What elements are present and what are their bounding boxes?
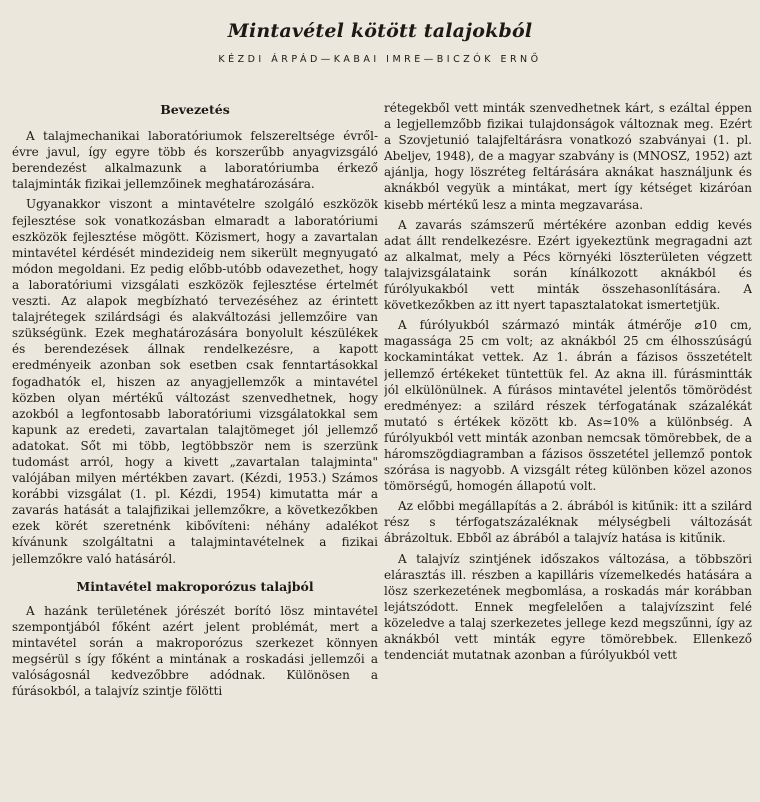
section-heading-macroporous: Mintavétel makroporózus talajból [76, 578, 314, 594]
article-authors: KÉZDI ÁRPÁD—KABAI IMRE—BICZÓK ERNŐ [218, 54, 542, 65]
article-title: Mintavétel kötött talajokból [227, 20, 533, 42]
paragraph: Az előbbi megállapítás a 2. ábrából is kitűnik: itt a szilárd rész s térfogatszázaléknak mélységbeli változását ábrázoltuk. Ebből az ábrából a talajvíz hatása is kitűnik. [384, 499, 752, 546]
section-heading-introduction: Bevezetés [160, 102, 230, 117]
left-column [12, 102, 378, 802]
paragraph: A fúrólyukból származó minták átmérője ⌀10 cm, magassága 25 cm volt; az aknákból 25 cm élhosszúságú kockamintákat vettek. Az 1. ábrán a fázisos összetételt jellemző értékeket tüntettük fel. Az akna ill. fúrásmintták jól elkülönülnek. A fúrásos mintavétel jelentős tömörödést eredményez: a szilárd részek térfogatának százalékát mutató s értékek között kb. As≃10% a különbség. A fúrólyukból vett minták azonban nemcsak tömörebbek, de a háromszögdiagramban a fázisos összetétel jellemző pontok szórása is nagyobb. A vizsgált réteg különben közel azonos tömörségű, homogén állapotú volt. [384, 318, 752, 494]
right-column [384, 100, 752, 800]
paragraph: A talajvíz szintjének időszakos változása, a többszöri elárasztás ill. részben a kapilláris vízemelkedés hatására a lösz szerkezetének megbomlása, a roskadás már korábban lejátszódott. Ennek megfelelően a talajvízszint felé közeledve a talaj szerkezetes jellege kezd megszűnni, így az aknákból vett minták egyre tömörebbek. Ellenkező tendenciát mutatnak azonban a fúrólyukból vett [384, 551, 752, 663]
paragraph: A talajmechanikai laboratóriumok felszereltsége évről-évre javul, így egyre több és korszerűbb anyagvizsgáló berendezést alkalmazunk a laboratóriumba érkező talajminták fizikai jellemzőinek meghatározására. [12, 129, 378, 192]
paragraph: Ugyanakkor viszont a mintavételre szolgáló eszközök fejlesztése sok vonatkozásban elmaradt a laboratóriumi eszközök fejlesztése mögött. Közismert, hogy a zavartalan mintavétel kérdését mindezideig nem sikerült megnyugató módon megoldani. Ez pedig előbb-utóbb odavezethet, hogy a laboratóriumi vizsgálati eszközök fejlesztése értelmét veszti. Az alapok megbízható tervezéséhez az érintett talajrétegek szilárdsági és alakváltozási jellemzőire van szükségünk. Ezek meghatározására bonyolult készülékek és berendezések állnak rendelkezésre, a kapott eredményeik azonban sok esetben csak fenntartásokkal fogadhatók el, hiszen az anyagjellemzők a mintavétel közben olyan mértékű változást szenvedhetnek, hogy azokból a legfontosabb laboratóriumi vizsgálatokkal sem kapunk az eredeti, zavartalan talajtömeget jól jellemző adatokat. Sőt mi több, legtöbbször nem is szerzünk tudomást arról, hogy a kivett „zavartalan talajminta" valójában milyen mértékben zavart. (Kézdi, 1953.) Számos korábbi vizsgálat (1. pl. Kézdi, 1954) kimutatta már a zavarás hatását a talajfizikai jellemzőkre, a következőkben ezek körét szeretnénk kibővíteni: néhány adalékot kívánunk szolgáltatni a talajmintavételnek a fizikai jellemzőkre való hatásáról. [12, 197, 378, 566]
paragraph: A zavarás számszerű mértékére azonban eddig kevés adat állt rendelkezésre. Ezért igyekeztünk megragadni azt az alkalmat, mely a Pécs környéki löszterületen végzett talajvizsgálataink során kínálkozott aknákból és fúrólyukakból vett minták összehasonlítására. A következőkben az itt nyert tapasztalatokat ismertetjük. [384, 217, 752, 313]
paragraph: rétegekből vett minták szenvedhetnek kárt, s ezáltal éppen a legjellemzőbb fizikai tulajdonságok változnak meg. Ezért a Szovjetunió talajfeltárásra vonatkozó szabványai (1. pl. Abeljev, 1948), de a magyar szabvány is (MNOSZ, 1952) azt ajánlja, hogy löszréteg feltárására aknákat használjunk és aknákból vegyük a mintákat, mert így kétséget kizáróan kisebb mértékű lesz a minta megzavarása. [384, 101, 752, 212]
paragraph: A hazánk területének jórészét borító lösz mintavétel szempontjából főként azért jelent problémát, mert a mintavétel során a makroporózus szerkezet könnyen megsérül s így főként a mintának a roskadási jellemzői a valóságosnál kedvezőbbre adódnak. Különösen a fúrásokból, a talajvíz szintje fölötti [12, 603, 378, 699]
